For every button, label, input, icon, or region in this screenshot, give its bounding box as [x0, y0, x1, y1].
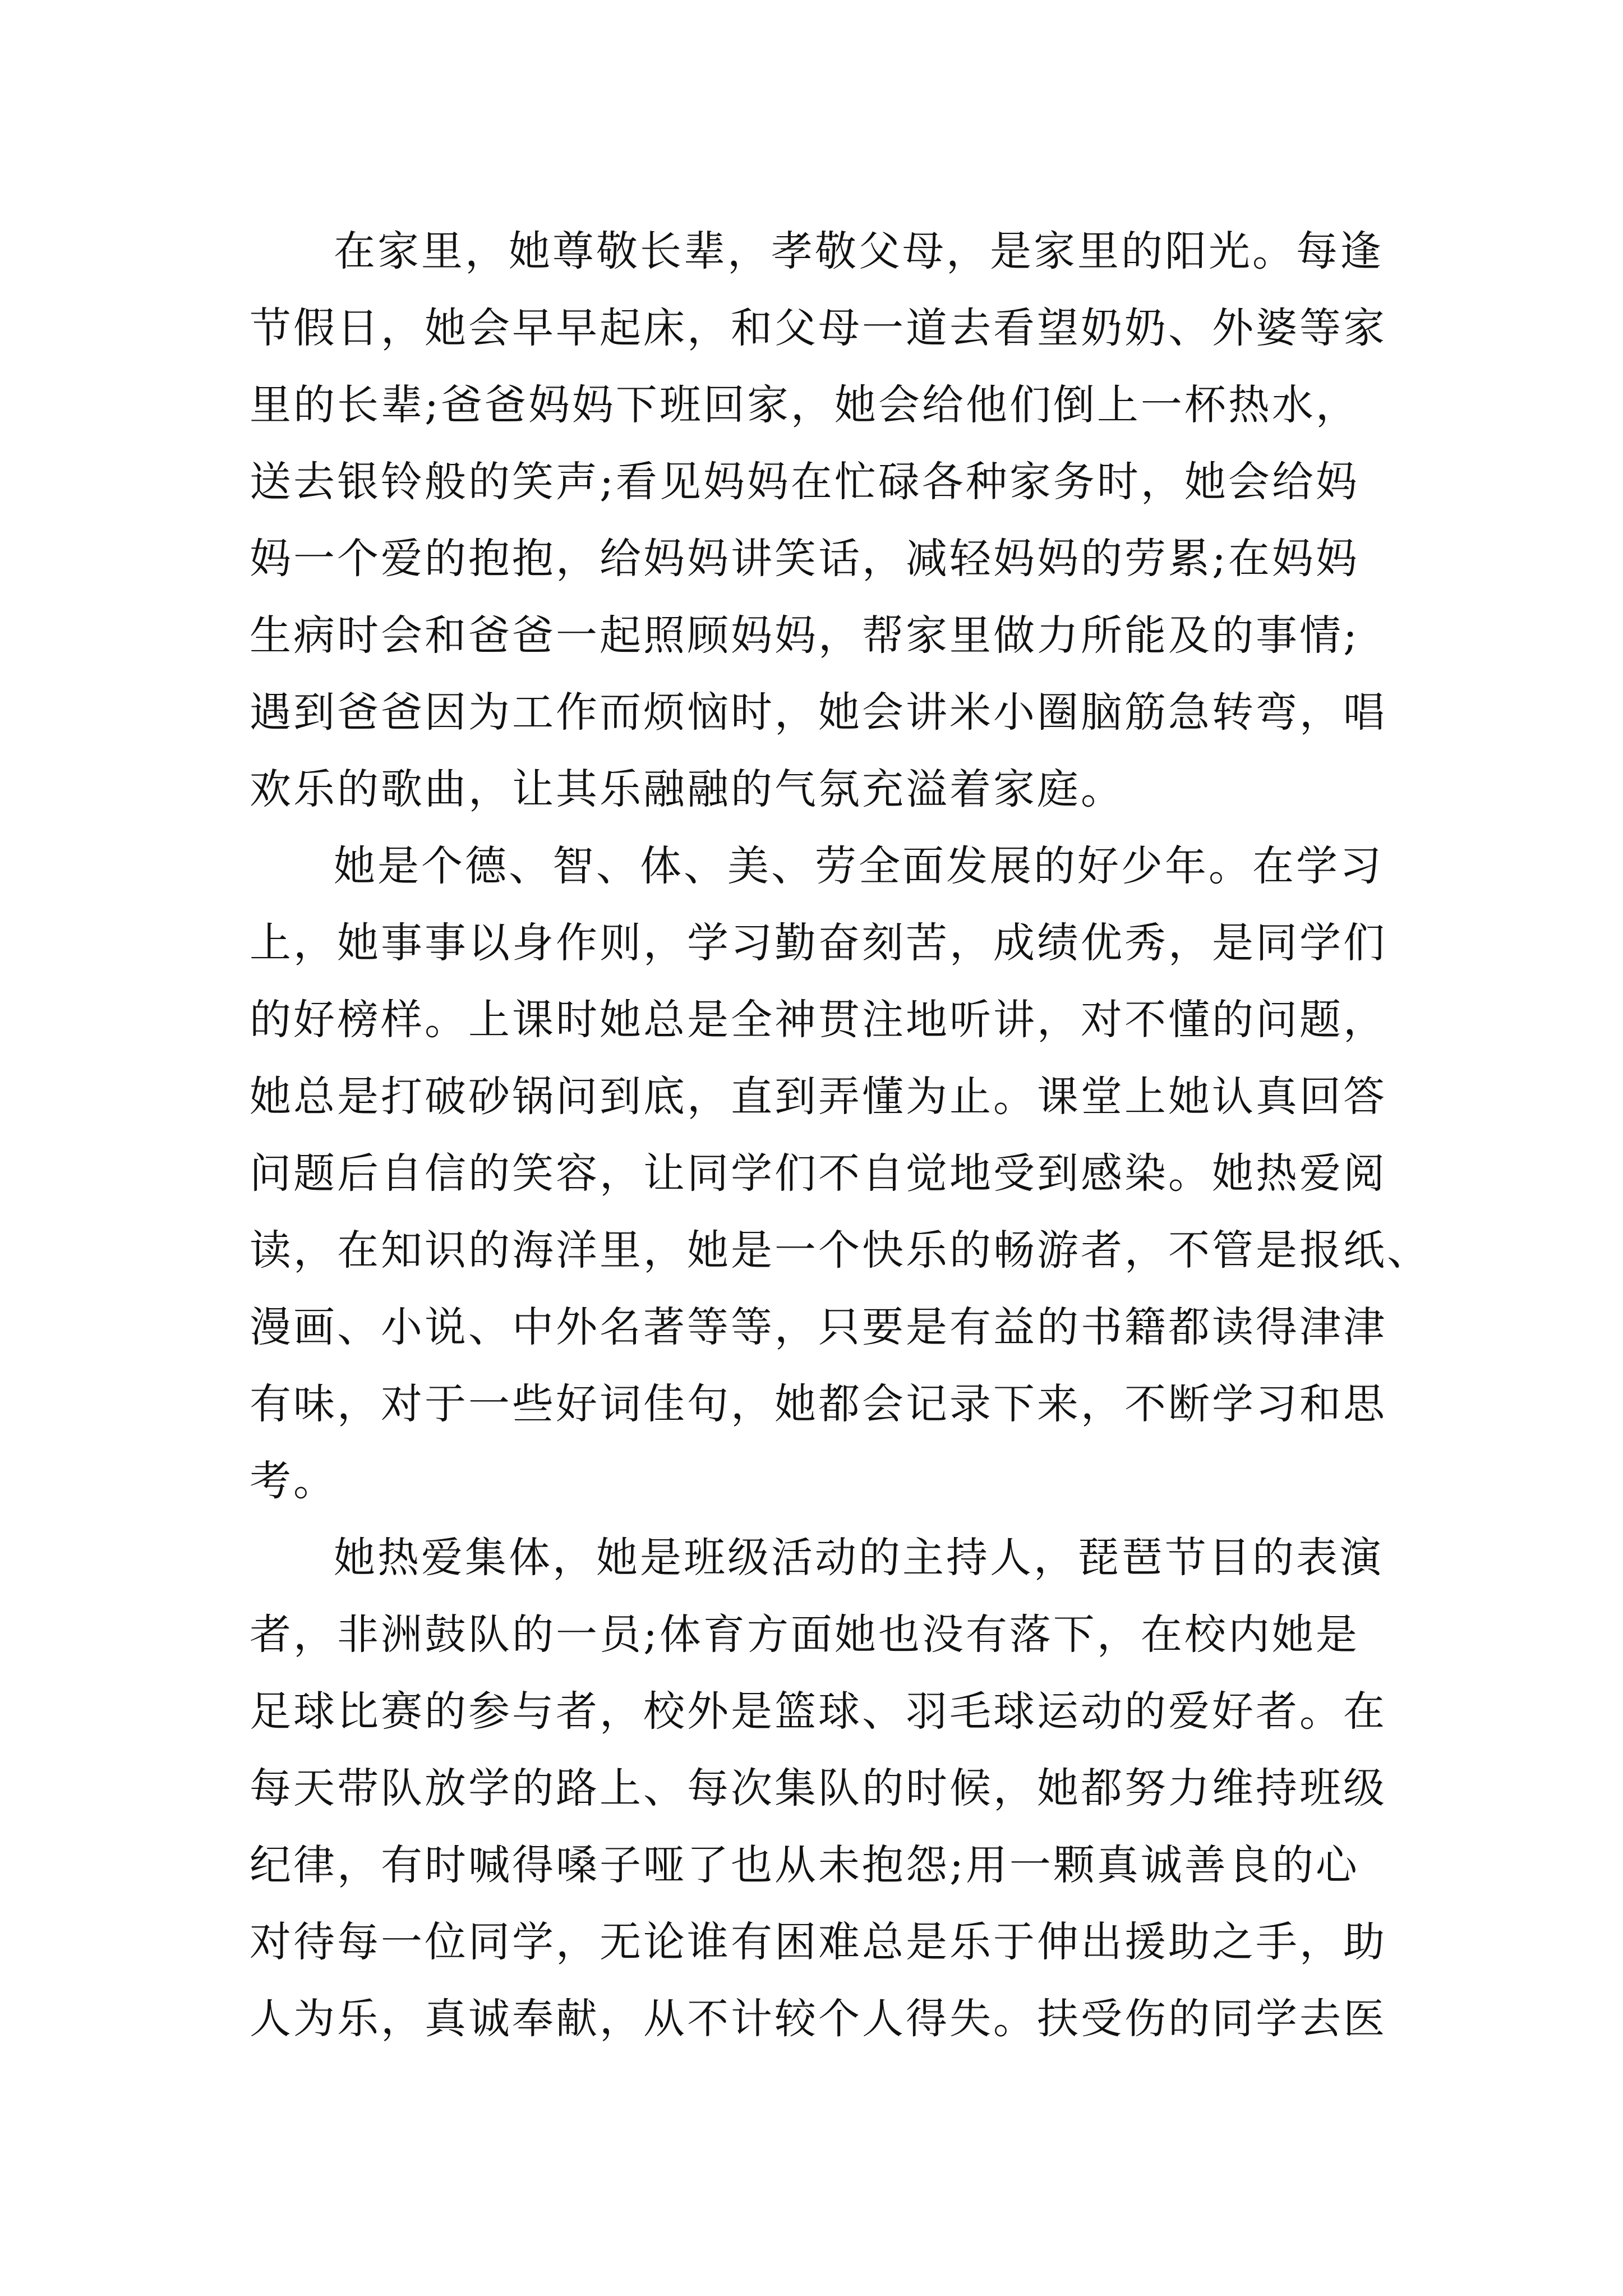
text-line: 里的长辈;爸爸妈妈下班回家，她会给他们倒上一杯热水，: [250, 381, 1359, 429]
paragraph-3: [250, 1520, 1394, 2058]
text-line: 纪律，有时喊得嗓子哑了也从未抱怨;用一颗真诚善良的心: [250, 1841, 1359, 1889]
text-line: 她总是打破砂锅问到底，直到弄懂为止。课堂上她认真回答: [250, 1073, 1387, 1121]
text-line: 对待每一位同学，无论谁有困难总是乐于伸出援助之手，助: [250, 1918, 1387, 1966]
text-line: 上，她事事以身作则，学习勤奋刻苦，成绩优秀，是同学们: [250, 919, 1387, 967]
text-line: 足球比赛的参与者，校外是篮球、羽毛球运动的爱好者。在: [250, 1687, 1387, 1736]
text-line: 每天带队放学的路上、每次集队的时候，她都努力维持班级: [250, 1764, 1387, 1812]
text-line: 生病时会和爸爸一起照顾妈妈，帮家里做力所能及的事情;: [250, 611, 1359, 660]
text-line: 妈一个爱的抱抱，给妈妈讲笑话，减轻妈妈的劳累;在妈妈: [250, 535, 1359, 583]
text-line: 送去银铃般的笑声;看见妈妈在忙碌各种家务时，她会给妈: [250, 458, 1359, 506]
text-line: 欢乐的歌曲，让其乐融融的气氛充溢着家庭。: [250, 765, 1124, 813]
text-line: 遇到爸爸因为工作而烦恼时，她会讲米小圈脑筋急转弯，唱: [250, 688, 1387, 737]
text-line: 问题后自信的笑容，让同学们不自觉地受到感染。她热爱阅: [250, 1149, 1387, 1198]
text-line: 的好榜样。上课时她总是全神贯注地听讲，对不懂的问题，: [250, 996, 1387, 1044]
text-line: 漫画、小说、中外名著等等，只要是有益的书籍都读得津津: [250, 1303, 1387, 1351]
text-line: 者，非洲鼓队的一员;体育方面她也没有落下，在校内她是: [250, 1611, 1359, 1659]
document-body: [250, 213, 1431, 2058]
text-line: 节假日，她会早早起床，和父母一道去看望奶奶、外婆等家: [250, 304, 1387, 352]
text-line: 读，在知识的海洋里，她是一个快乐的畅游者，不管是报纸、: [250, 1226, 1431, 1274]
text-line: 人为乐，真诚奉献，从不计较个人得失。扶受伤的同学去医: [250, 1995, 1387, 2043]
text-line: 考。: [250, 1457, 337, 1505]
text-line: 她是个德、智、体、美、劳全面发展的好少年。在学习: [334, 842, 1384, 890]
text-line: 她热爱集体，她是班级活动的主持人，琵琶节目的表演: [334, 1534, 1384, 1582]
text-line: 在家里，她尊敬长辈，孝敬父母，是家里的阳光。每逢: [334, 227, 1384, 275]
paragraph-2: [250, 828, 1431, 1520]
text-line: 有味，对于一些好词佳句，她都会记录下来，不断学习和思: [250, 1380, 1387, 1428]
paragraph-1: [250, 213, 1394, 828]
